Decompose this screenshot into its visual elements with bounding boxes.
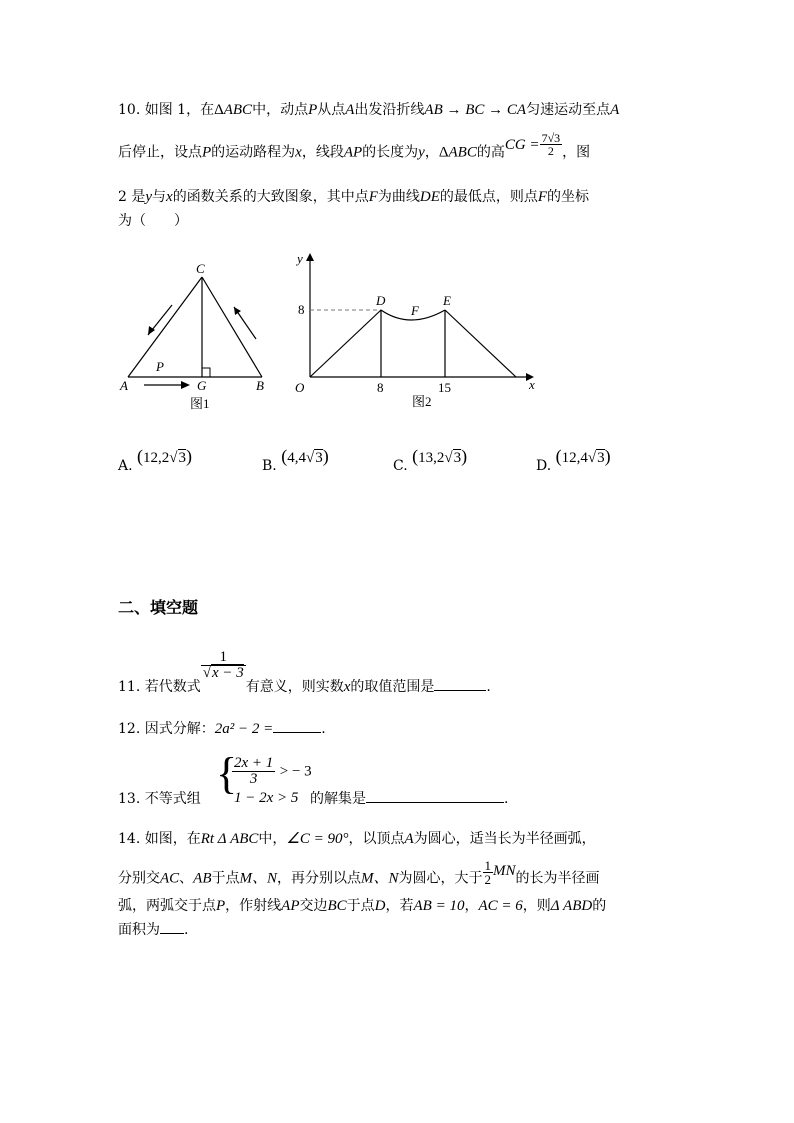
text: .	[184, 922, 189, 938]
math: P	[216, 898, 226, 914]
math: Δ	[438, 144, 449, 161]
brace: {	[216, 749, 238, 798]
radicand: 3	[453, 450, 462, 466]
side-ac	[128, 277, 202, 377]
label-x: x	[529, 377, 535, 392]
text: 与	[152, 189, 167, 205]
text: ，	[424, 144, 439, 161]
label-g: G	[197, 378, 207, 393]
radicand: 3	[597, 450, 605, 466]
q12	[118, 718, 326, 738]
label-a: A	[120, 378, 128, 393]
question-number: 11.	[118, 679, 141, 695]
text: 中，	[258, 831, 287, 847]
text: 为圆心，大于	[398, 870, 483, 887]
option-value: 13,2	[418, 450, 445, 466]
question-number: 10.	[118, 102, 141, 118]
numerator: 1	[484, 858, 492, 873]
text: 的最低点，则点	[439, 189, 538, 205]
math: Rt Δ ABC	[200, 831, 259, 847]
numerator: 7√3	[541, 131, 561, 145]
text: 于点	[346, 898, 375, 914]
text: 于点	[211, 870, 240, 887]
label-f: F	[411, 303, 419, 318]
question-number: 13.	[118, 791, 141, 807]
answer-blank[interactable]	[434, 678, 486, 691]
answer-blank[interactable]	[273, 720, 321, 733]
math: D	[374, 898, 386, 914]
q13	[118, 788, 201, 808]
text: 出发沿折线	[354, 102, 425, 118]
math: AC = 6	[478, 898, 523, 914]
text: 的运动路程为	[211, 144, 296, 161]
question-number: 12.	[118, 721, 141, 737]
text: 从点	[317, 102, 346, 118]
q11	[118, 650, 491, 696]
math: CG =	[504, 136, 540, 153]
math: Δ ABD	[550, 898, 593, 914]
label-e: E	[443, 293, 451, 308]
text: 匀速运动至点	[526, 102, 611, 118]
math: AB	[193, 870, 212, 887]
text: 如图，在	[144, 831, 201, 847]
radicand: 3	[178, 450, 186, 466]
math: ABC	[448, 144, 477, 161]
math: P	[202, 144, 212, 161]
option-c[interactable]: C. (13,2√3)	[393, 446, 468, 474]
math: M、N	[239, 870, 278, 887]
q10-line2	[118, 131, 591, 165]
text: ，图	[562, 144, 591, 161]
option-label: B.	[262, 458, 277, 474]
option-value: 12,4	[561, 450, 588, 466]
text: 面积为	[118, 922, 160, 938]
arrowhead	[234, 307, 241, 315]
text: 若代数式	[144, 679, 201, 695]
segment-od	[310, 310, 381, 377]
math: A	[610, 102, 620, 118]
figure-2-graph	[290, 245, 545, 415]
text: 如图 1，在	[144, 102, 215, 118]
math: AB → BC → CA	[424, 102, 527, 118]
fraction	[540, 132, 563, 157]
math: A	[345, 102, 355, 118]
option-label: C.	[393, 458, 408, 474]
x-tick-8: 8	[377, 380, 384, 395]
text: 的高	[476, 144, 505, 161]
text: 、	[179, 870, 194, 887]
text: ，作射线	[225, 898, 282, 914]
label-o: O	[295, 380, 305, 395]
math: AP	[343, 144, 363, 161]
text: 的长度为	[362, 144, 419, 161]
text: ，则	[522, 898, 551, 914]
text: 不等式组	[144, 791, 201, 807]
q10-line1	[118, 99, 619, 119]
denominator: 3	[249, 771, 258, 787]
question-number: 14.	[118, 831, 141, 847]
math: Δ	[214, 102, 224, 118]
text: 因式分解：	[144, 721, 215, 737]
text: .	[486, 679, 491, 695]
math: AB = 10	[413, 898, 465, 914]
option-value: 12,2	[143, 450, 170, 466]
math: M、N	[361, 870, 399, 887]
figure-caption: 图1	[190, 396, 210, 411]
figure-caption: 图2	[412, 394, 432, 409]
text: 交边	[299, 898, 328, 914]
text: 的长为半径画	[515, 870, 600, 887]
option-d[interactable]: D. (12,4√3)	[536, 446, 611, 474]
fraction	[232, 756, 275, 787]
text: 后停止，设点	[118, 144, 202, 161]
text: ，再分别以点	[277, 870, 362, 887]
math: y	[145, 189, 153, 205]
q14-line1	[118, 828, 596, 848]
math: DE	[419, 189, 440, 205]
text: 的函数关系的大致图象，其中点	[172, 189, 369, 205]
numerator: 2x + 1	[234, 755, 274, 771]
q14-line3	[118, 895, 606, 915]
text: 的取值范围是	[350, 679, 435, 695]
section-heading: 二、填空题	[118, 598, 199, 617]
text: .	[504, 791, 509, 807]
math: x	[166, 189, 173, 205]
label-d: D	[376, 293, 386, 308]
radicand: x − 3	[211, 665, 244, 681]
y-tick-8: 8	[298, 302, 305, 317]
math: y	[418, 144, 425, 161]
option-a[interactable]: A. (12,2√3)	[118, 446, 192, 474]
arrowhead	[181, 381, 190, 389]
option-label: A.	[118, 458, 133, 474]
text: 为圆心，适当长为半径画弧，	[413, 831, 596, 847]
segment-e-end	[445, 310, 516, 377]
math: AC	[160, 870, 180, 887]
label-b: B	[256, 378, 264, 393]
q13-tail	[310, 788, 508, 808]
radicand: 3	[315, 450, 323, 466]
math: F	[368, 189, 378, 205]
text: ，若	[385, 898, 414, 914]
text: 分别交	[118, 870, 160, 887]
q14-line4	[118, 919, 188, 939]
text: ，线段	[301, 144, 344, 161]
q10-line3	[118, 186, 589, 206]
q10-line4: 为（ ）	[118, 213, 188, 229]
side-bc	[202, 277, 262, 377]
math: ∠C = 90°	[286, 831, 349, 847]
inequality-2: 1 − 2x > 5	[234, 790, 299, 806]
text: 弧，两弧交于点	[118, 898, 216, 914]
q14-line2	[118, 858, 600, 892]
label-c: C	[196, 261, 205, 276]
math: P	[308, 102, 318, 118]
label-p: P	[156, 359, 164, 374]
paren: (	[137, 446, 144, 466]
math: MN	[493, 862, 516, 879]
text: 的	[592, 898, 607, 914]
math: A	[404, 831, 414, 847]
math: 2a² − 2 =	[214, 721, 274, 737]
text: 有意义，则实数	[245, 679, 344, 695]
option-b[interactable]: B. (4,4√3)	[262, 446, 329, 474]
inequality-1	[232, 756, 312, 787]
option-value: 4,4	[287, 450, 306, 466]
math: ABC	[223, 102, 253, 118]
math: BC	[327, 898, 347, 914]
math: x	[295, 144, 302, 161]
figure-1-triangle	[110, 255, 280, 415]
fraction-half	[483, 859, 494, 886]
text: 的解集是	[310, 791, 366, 807]
x-tick-15: 15	[438, 380, 451, 395]
label-y: y	[297, 251, 303, 266]
text: ，	[464, 898, 479, 914]
math: > − 3	[279, 763, 312, 780]
text: 的坐标	[547, 189, 590, 205]
math: F	[537, 189, 548, 205]
y-axis-arrow	[306, 253, 314, 261]
math: AP	[281, 898, 300, 914]
text: 为曲线	[377, 189, 420, 205]
math: x	[343, 679, 351, 695]
answer-blank[interactable]	[366, 790, 504, 803]
right-angle-mark	[202, 368, 210, 377]
answer-blank[interactable]	[160, 921, 184, 934]
text: ，以顶点	[348, 831, 405, 847]
numerator: 1	[201, 650, 246, 666]
text: 2 是	[118, 189, 146, 205]
option-label: D.	[536, 458, 552, 474]
denominator: 2	[484, 872, 492, 887]
text: .	[321, 721, 326, 737]
fraction: $\frac{1}{√x - 3}$	[202, 649, 244, 681]
denominator: 2	[547, 144, 554, 158]
text: 中，动点	[252, 102, 309, 118]
